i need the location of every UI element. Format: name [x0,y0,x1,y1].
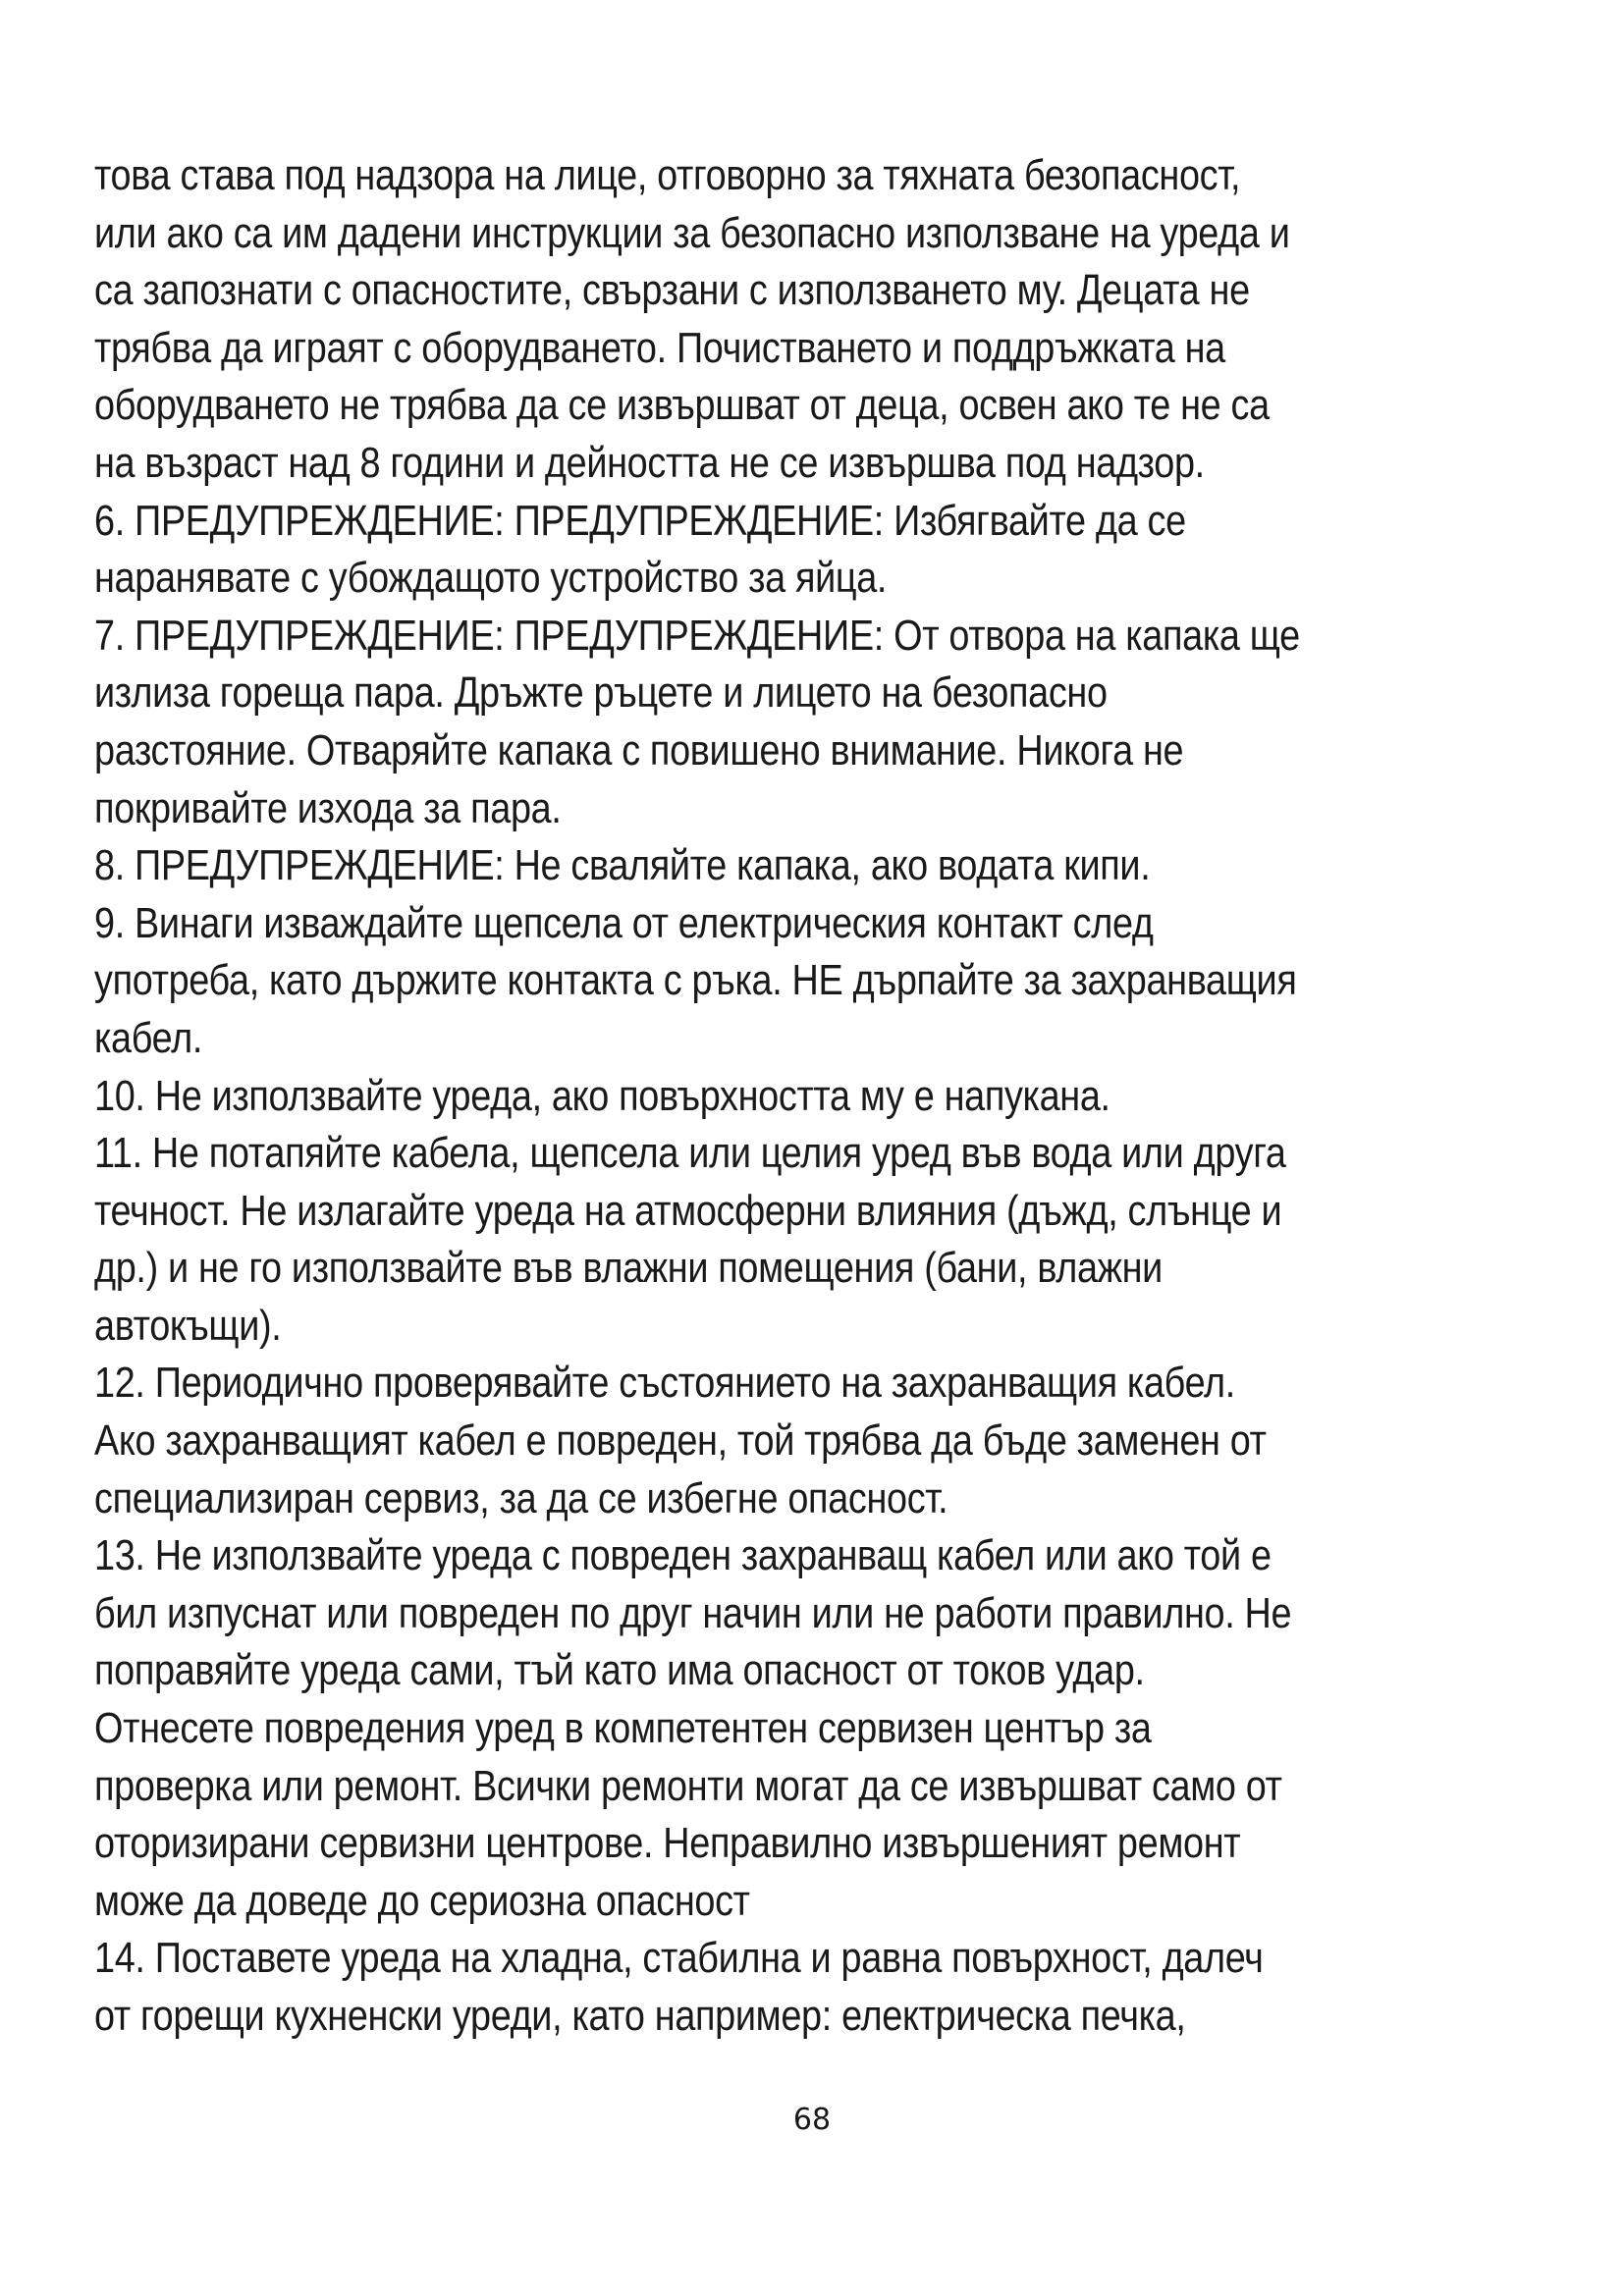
text-line: 8. ПРЕДУПРЕЖДЕНИЕ: Не сваляйте капака, ако водата кипи. [94,841,1151,890]
text-line: Отнесете повредения уред в компетентен сервизен център за [94,1704,1152,1753]
text-line: 12. Периодично проверявайте състоянието на захранващия кабел. [94,1359,1235,1408]
text-line: излиза гореща пара. Дръжте ръцете и лицето на безопасно [94,668,1108,718]
text-line: оборудването не трябва да се извършват от деца, освен ако те не са [94,381,1270,430]
text-line: 6. ПРЕДУПРЕЖДЕНИЕ: ПРЕДУПРЕЖДЕНИЕ: Избягвайте да се [94,496,1186,545]
text-line: Ако захранващият кабел е повреден, той трябва да бъде заменен от [94,1416,1267,1466]
text-line: др.) и не го използвайте във влажни помещения (бани, влажни [94,1244,1163,1293]
text-line: течност. Не излагайте уреда на атмосферни влияния (дъжд, слънце и [94,1186,1282,1235]
text-line: това става под надзора на лице, отговорно за тяхната безопасност, [94,151,1241,199]
text-line: кабел. [94,1013,202,1062]
text-line: поправяйте уреда сами, тъй като има опасност от токов удар. [94,1646,1145,1695]
text-line: 11. Не потапяйте кабела, щепсела или целия уред във вода или друга [94,1129,1286,1178]
text-line: оторизирани сервизни центрове. Неправилно извършеният ремонт [94,1819,1241,1868]
text-line: проверка или ремонт. Всички ремонти могат да се извършват само от [94,1761,1282,1810]
text-line: покривайте изхода за пара. [94,783,562,832]
text-line: 9. Винаги изваждайте щепсела от електрическия контакт след [94,898,1154,947]
text-line: на възраст над 8 години и дейността не се извършва под надзор. [94,438,1205,487]
text-line: употреба, като държите контакта с ръка. НЕ дърпайте за захранващия [94,956,1297,1005]
text-line: наранявате с убождащото устройство за яйца. [94,554,888,603]
text-line: специализиран сервиз, за да се избегне опасност. [94,1473,948,1522]
text-line: може да доведе до сериозна опасност [94,1876,750,1925]
text-line: са запознати с опасностите, свързани с използването му. Децата не [94,266,1250,315]
body-text [94,147,1546,2046]
text-line: 7. ПРЕДУПРЕЖДЕНИЕ: ПРЕДУПРЕЖДЕНИЕ: От отвора на капака ще [94,611,1300,660]
text-line: от горещи кухненски уреди, като например: електрическа печка, [94,1992,1186,2040]
text-line: трябва да играят с оборудването. Почистването и поддръжката на [94,323,1225,372]
text-line: бил изпуснат или повреден по друг начин или не работи правилно. Не [94,1588,1292,1637]
text-line: 14. Поставете уреда на хладна, стабилна и равна повърхност, далеч [94,1934,1264,1983]
text-line: или ако са им дадени инструкции за безопасно използване на уреда и [94,208,1290,257]
text-line: разстояние. Отваряйте капака с повишено внимание. Никога не [94,725,1184,774]
text-line: автокъщи). [94,1301,282,1350]
text-line: 13. Не използвайте уреда с повреден захранващ кабел или ако той е [94,1531,1272,1580]
text-line: 10. Не използвайте уреда, ако повърхността му е напукана. [94,1071,1110,1120]
page-number: 68 [792,2103,832,2137]
